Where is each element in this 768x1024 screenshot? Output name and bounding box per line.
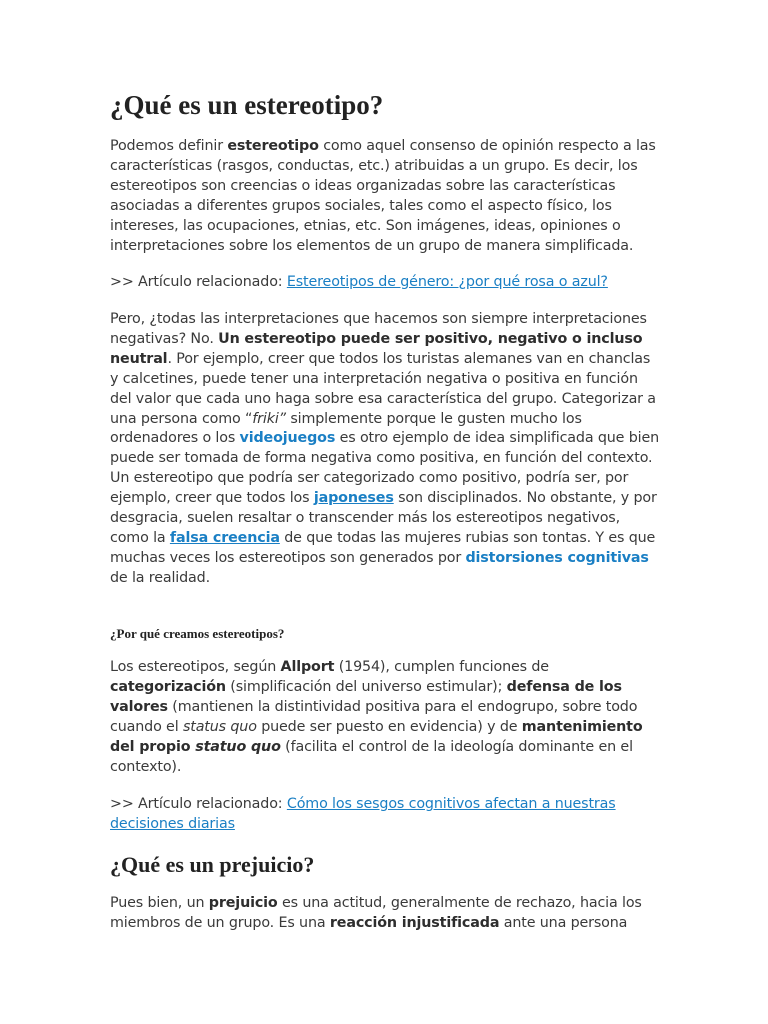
bold-term: Un estereotipo puede ser positivo, negativo o incluso neutral: [110, 330, 643, 367]
text: es una actitud, generalmente de rechazo, hacia los miembros de un grupo. Es una: [110, 895, 642, 931]
text: (mantienen la distintividad positiva para el endogrupo, sobre todo cuando el: [110, 698, 638, 735]
bold-term: mantenimiento del propio: [110, 718, 643, 755]
bold-term: prejuicio: [208, 895, 278, 911]
paragraph-prejuicio: [110, 894, 662, 934]
paragraph-allport: [110, 658, 662, 777]
bold-term: estereotipo: [227, 138, 319, 154]
text: Pero, ¿todas las interpretaciones que hacemos son siempre interpretaciones negativas? No.: [110, 311, 647, 347]
text: puede ser puesto en evidencia) y de: [256, 718, 522, 735]
related-link-gender-stereotypes[interactable]: Estereotipos de género: ¿por qué rosa o azul?: [286, 274, 608, 290]
paragraph-positive-negative: [110, 310, 662, 589]
related-prefix: >> Artículo relacionado:: [110, 274, 287, 290]
italic-term: friki”: [252, 410, 286, 427]
link-distorsiones-cognitivas[interactable]: distorsiones cognitivas: [465, 549, 649, 566]
text: Podemos definir: [110, 138, 228, 154]
text: son disciplinados. No obstante, y por desgracia, suelen resaltar o transcender más los estereotipos negativos, como la: [110, 490, 657, 546]
bold-term: reacción injustificada: [329, 914, 500, 931]
text: ante una persona: [499, 914, 628, 931]
related-article-1: [110, 273, 662, 293]
text: de que todas las mujeres rubias son tontas. Y es que muchas veces los estereotipos son generados por: [110, 529, 656, 566]
text: simplemente porque le gusten mucho los ordenadores o los: [110, 410, 582, 447]
text: como aquel consenso de opinión respecto a las características (rasgos, conductas, etc.) atribuidas a un grupo. Es decir, los estereotipos son creencias o ideas organizadas sobre las características asociadas a diferentes grupos sociales, tales como el aspecto físico, los intereses, las ocupaciones, etnias, etc. Son imágenes, ideas, opiniones o interpretaciones sobre los elementos de un grupo de manera simplificada.: [110, 138, 656, 254]
section-subtitle: ¿Por qué creamos estereotipos?: [110, 626, 285, 641]
related-article-2: [110, 795, 662, 835]
section-title-prejuicio: ¿Qué es un prejuicio?: [110, 852, 315, 877]
page-title: ¿Qué es un estereotipo?: [110, 90, 384, 120]
text: es otro ejemplo de idea simplificada que bien puede ser tomada de forma negativa como positiva, en función del contexto. Un estereotipo que podría ser categorizado como positivo, podría ser, por ejemplo, creer que todos los: [110, 430, 660, 507]
italic-term: status quo: [182, 718, 257, 735]
text: de la realidad.: [110, 569, 210, 586]
link-videojuegos[interactable]: videojuegos: [239, 430, 336, 447]
text: (facilita el control de la ideología dominante en el contexto).: [110, 738, 633, 775]
bold-term: defensa de los valores: [110, 678, 622, 715]
paragraph-definition: [110, 137, 662, 256]
text: Los estereotipos, según: [110, 659, 281, 675]
related-link-cognitive-biases[interactable]: Cómo los sesgos cognitivos afectan a nuestras decisiones diarias: [110, 796, 616, 832]
link-falsa-creencia[interactable]: falsa creencia: [169, 529, 280, 546]
text: (1954), cumplen funciones de: [334, 659, 549, 675]
bold-italic-term: statuo quo: [195, 738, 281, 755]
text: . Por ejemplo, creer que todos los turistas alemanes van en chanclas y calcetines, puede tener una interpretación negativa o positiva en función del valor que cada uno haga sobre esa característica del grupo. Categorizar a una persona como “: [110, 350, 656, 427]
related-prefix: >> Artículo relacionado:: [110, 796, 287, 812]
bold-term: categorización: [110, 678, 226, 695]
text: (simplificación del universo estimular);: [225, 678, 507, 695]
link-japoneses[interactable]: japoneses: [313, 490, 394, 507]
bold-term: Allport: [280, 659, 335, 675]
text: Pues bien, un: [110, 895, 209, 911]
